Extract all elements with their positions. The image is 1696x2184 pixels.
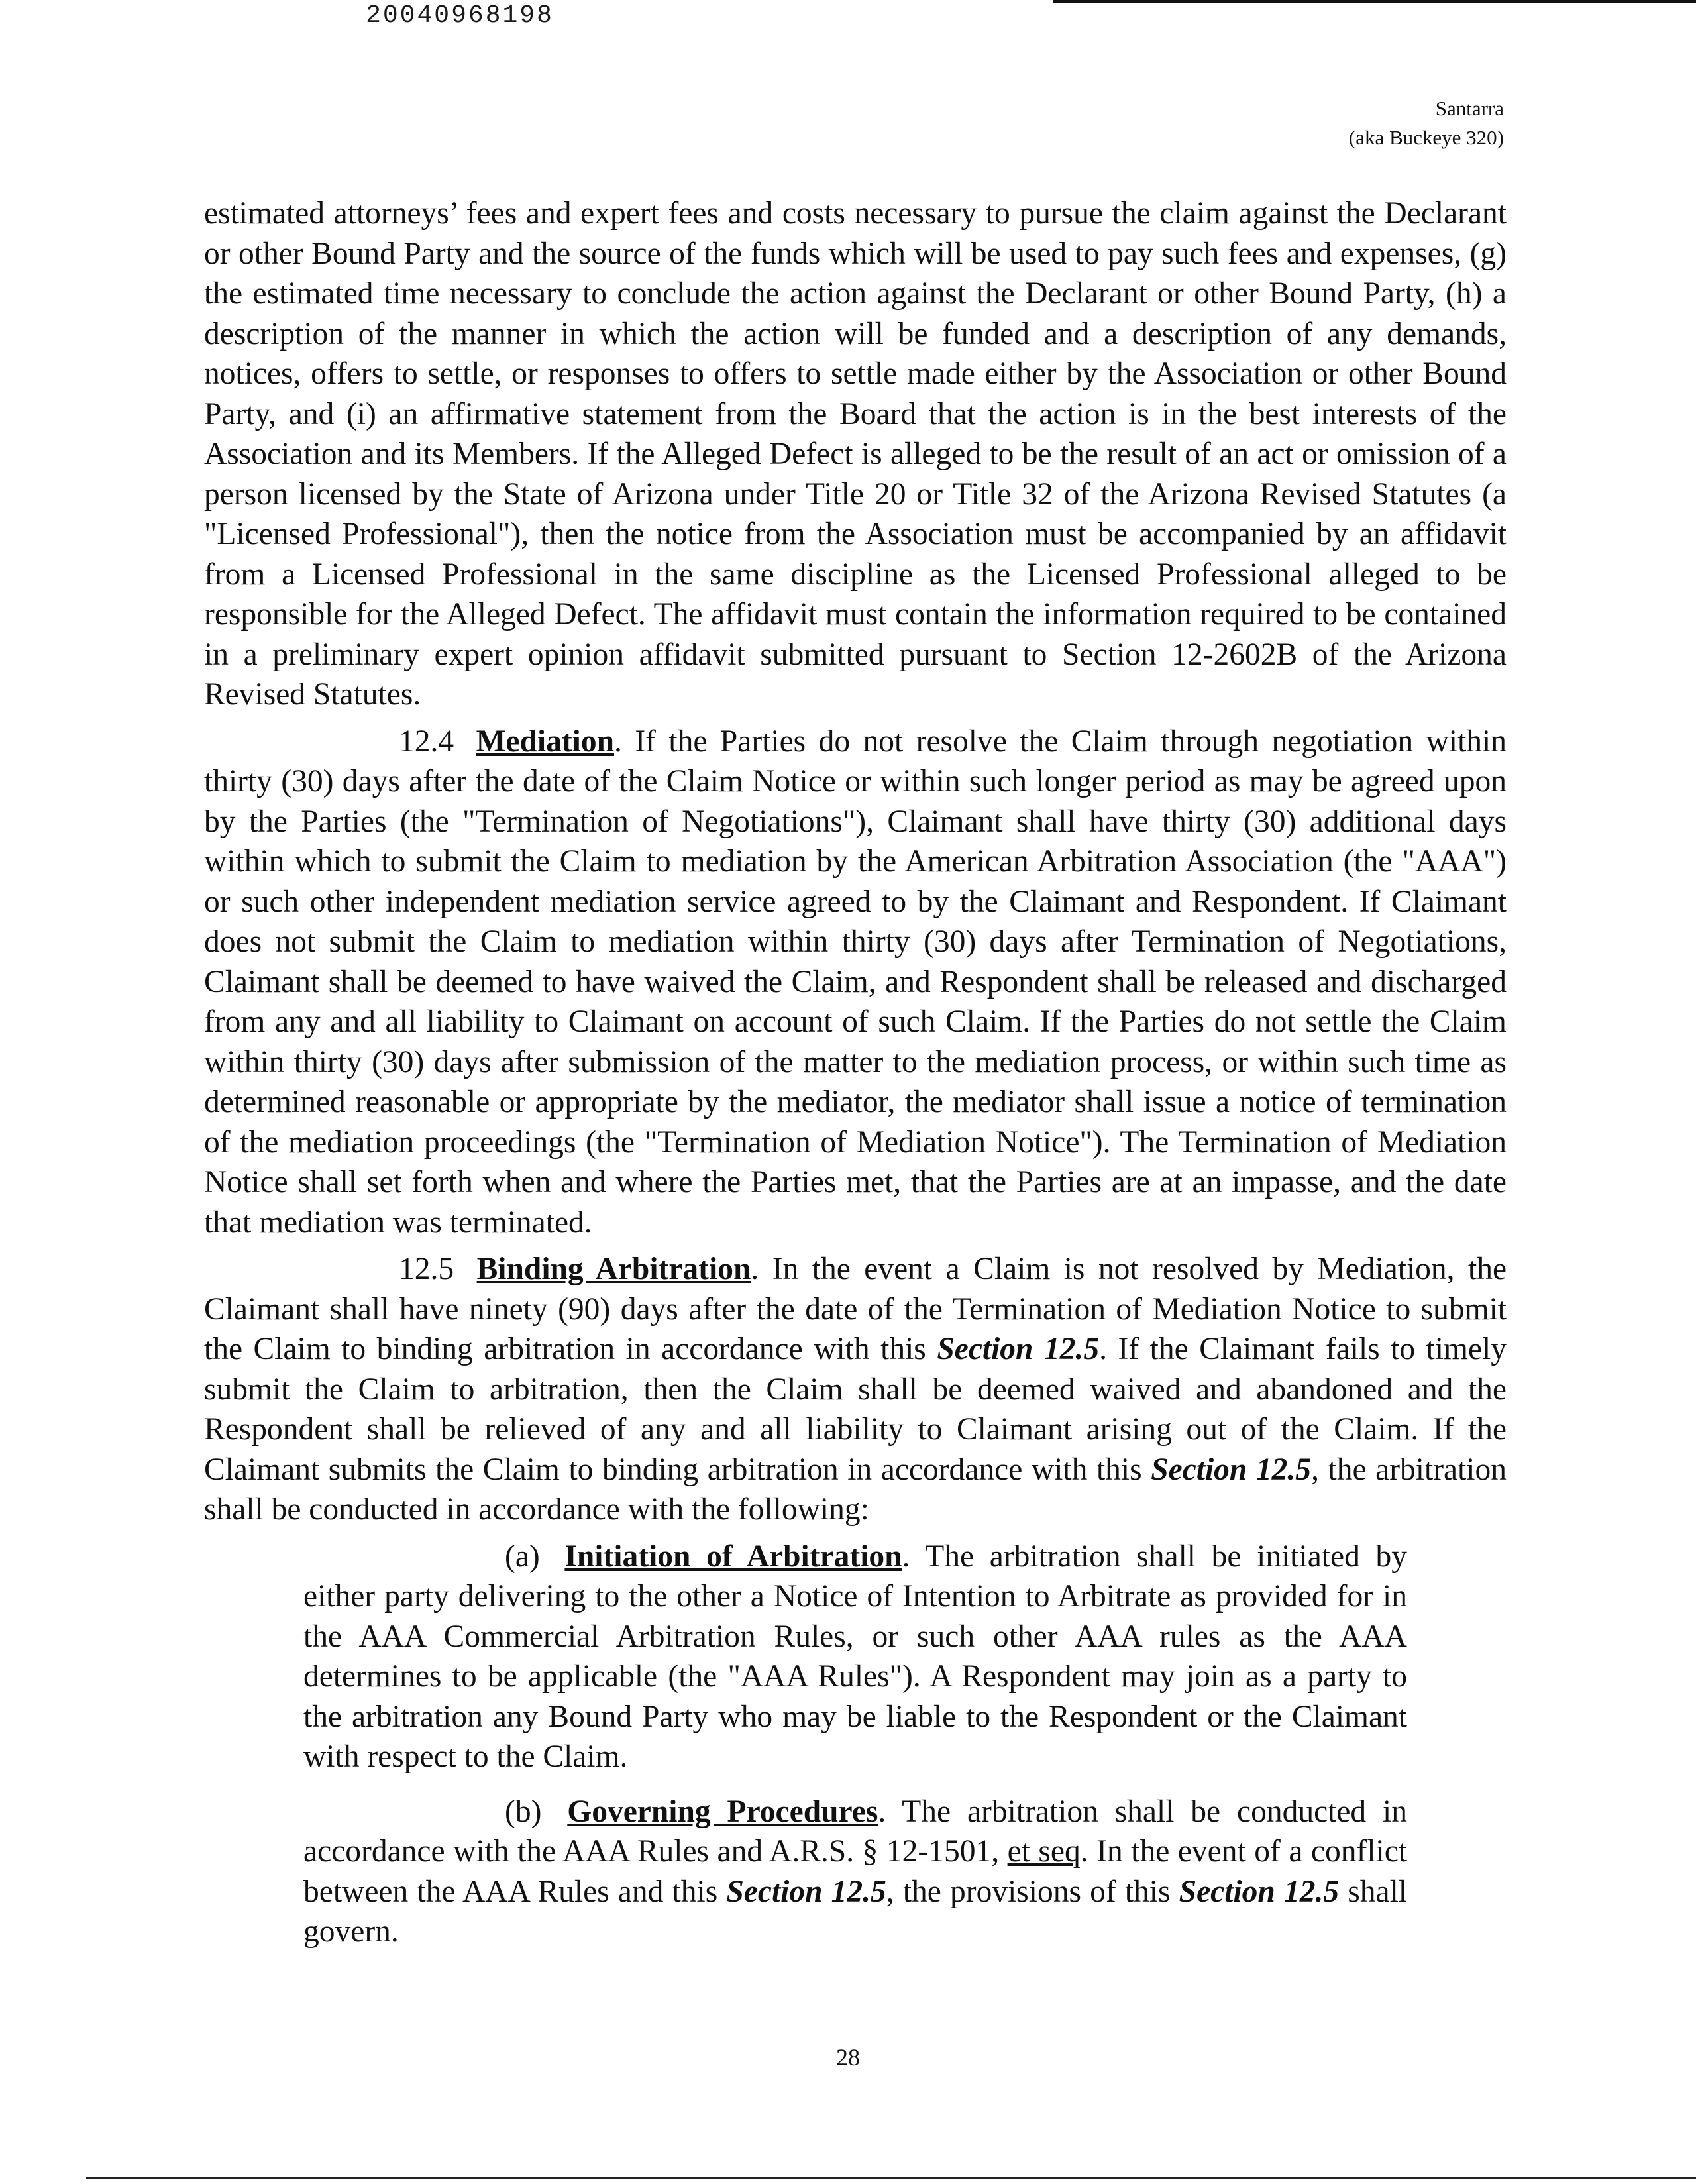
section-12-5-body-1: In the event a Claim is not resolved by Mediation, the Claimant shall have ninety (90) days after the date of the Termination of Mediation Notice to submit the Claim to binding arbitration in accordance with this (204, 1252, 1507, 1366)
subsection-b-heading: Governing Procedures (567, 1794, 878, 1829)
section-12-5-body-2: . If the Claimant fails to timely submit the Claim to arbitration, then the Claim shall be deemed waived and abandoned and the Respondent shall be relieved of any and all liability to Claimant arising out of the Claim. If the Claimant submits the Claim to binding arbitration in accordance with this (204, 1332, 1507, 1487)
subsection-b-label: (b) (505, 1794, 542, 1829)
page-body (204, 193, 1507, 1952)
subsection-a-label: (a) (505, 1539, 540, 1574)
section-12-5-body-3: , the arbitration shall be conducted in accordance with the following: (204, 1452, 1507, 1527)
subsection-a-body: The arbitration shall be initiated by either party delivering to the other a Notice of Intention to Arbitrate as provided for in the AAA Commercial Arbitration Rules, or such other AAA rules as the AAA determines to be applicable (the "AAA Rules"). A Respondent may join as a party to the arbitration any Bound Party who may be liable to the Respondent or the Claimant with respect to the Claim. (303, 1539, 1407, 1774)
subsection-b: (b) Governing Procedures. The arbitration shall be conducted in accordance with the AAA Rules and A.R.S. § 12-1501, et seq. In the event of a conflict between the AAA Rules and this Section 12.5, the provisions of this Section 12.5 shall govern. (303, 1794, 1408, 1949)
section-12-5-reference-2: Section 12.5 (1151, 1452, 1312, 1487)
section-12-5: 12.5 Binding Arbitration. In the event a Claim is not resolved by Mediation, the Claimant shall have ninety (90) days after the date of the Termination of Mediation Notice to submit the Claim to binding arbitration in accordance with this Section 12.5. If the Claimant fails to timely submit the Claim to arbitration, then the Claim shall be deemed waived and abandoned and the Respondent shall be relieved of any and all liability to Claimant arising out of the Claim. If the Claimant submits the Claim to binding arbitration in accordance with this Section 12.5, the arbitration shall be conducted in accordance with the following: (204, 1252, 1507, 1527)
subsection-b-et-seq: et seq (1007, 1834, 1081, 1869)
section-12-4-number: 12.4 (399, 724, 454, 759)
section-12-5-heading: Binding Arbitration (476, 1252, 751, 1286)
page-number: 28 (836, 2044, 860, 2071)
section-12-5-reference-1: Section 12.5 (937, 1332, 1100, 1366)
running-header (1349, 94, 1504, 152)
subsection-b-body-2: . In the event of a conflict between the AAA Rules and this (303, 1834, 1408, 1909)
subsection-b-body-4: shall govern. (303, 1874, 1407, 1949)
header-aka: (aka Buckeye 320) (1348, 126, 1504, 149)
intro-paragraph: estimated attorneys’ fees and expert fees and costs necessary to pursue the claim against the Declarant or other Bound Party and the source of the funds which will be used to pay such fees and expenses, (g) the estimated time necessary to conclude the action against the Declarant or other Bound Party, (h) a description of the manner in which the action will be funded and a description of any demands, notices, offers to settle, or responses to offers to settle made either by the Association or other Bound Party, and (i) an affirmative statement from the Board that the action is in the best interests of the Association and its Members. If the Alleged Defect is alleged to be the result of an act or omission of a person licensed by the State of Arizona under Title 20 or Title 32 of the Arizona Revised Statutes (a "Licensed Professional"), then the notice from the Association must be accompanied by an affidavit from a Licensed Professional in the same discipline as the Licensed Professional alleged to be responsible for the Alleged Defect. The affidavit must contain the information required to be contained in a preliminary expert opinion affidavit submitted pursuant to Section 12-2602B of the Arizona Revised Statutes. (204, 196, 1507, 712)
subsection-b-reference-1: Section 12.5 (726, 1874, 886, 1909)
document-id: 20040968198 (366, 1, 554, 30)
subsection-a: (a) Initiation of Arbitration. The arbitration shall be initiated by either party delivering to the other a Notice of Intention to Arbitrate as provided for in the AAA Commercial Arbitration Rules, or such other AAA rules as the AAA determines to be applicable (the "AAA Rules"). A Respondent may join as a party to the arbitration any Bound Party who may be liable to the Respondent or the Claimant with respect to the Claim. (303, 1539, 1407, 1774)
subsection-b-reference-2: Section 12.5 (1179, 1874, 1340, 1909)
section-12-4-body: If the Parties do not resolve the Claim through negotiation within thirty (30) days after the date of the Claim Notice or within such longer period as may be agreed upon by the Parties (the "Termination of Negotiations"), Claimant shall have thirty (30) additional days within which to submit the Claim to mediation by the American Arbitration Association (the "AAA") or such other independent mediation service agreed to by the Claimant and Respondent. If Claimant does not submit the Claim to mediation within thirty (30) days after Termination of Negotiations, Claimant shall be deemed to have waived the Claim, and Respondent shall be released and discharged from any and all liability to Claimant on account of such Claim. If the Parties do not settle the Claim within thirty (30) days after submission of the matter to the mediation process, or within such time as determined reasonable or appropriate by the mediator, the mediator shall issue a notice of termination of the mediation proceedings (the "Termination of Mediation Notice"). The Termination of Mediation Notice shall set forth when and where the Parties met, that the Parties are at an impasse, and the date that mediation was terminated. (204, 724, 1507, 1240)
section-12-5-number: 12.5 (399, 1252, 454, 1286)
subsection-b-body-1: The arbitration shall be conducted in accordance with the AAA Rules and A.R.S. § 12-1501, (303, 1794, 1408, 1869)
subsection-b-body-3: , the provisions of this (886, 1874, 1171, 1909)
subsection-a-heading: Initiation of Arbitration (564, 1539, 902, 1574)
bottom-rule (86, 2177, 1696, 2179)
section-12-4: 12.4 Mediation. If the Parties do not resolve the Claim through negotiation within thirty (30) days after the date of the Claim Notice or within such longer period as may be agreed upon by the Parties (the "Termination of Negotiations"), Claimant shall have thirty (30) additional days within which to submit the Claim to mediation by the American Arbitration Association (the "AAA") or such other independent mediation service agreed to by the Claimant and Respondent. If Claimant does not submit the Claim to mediation within thirty (30) days after Termination of Negotiations, Claimant shall be deemed to have waived the Claim, and Respondent shall be released and discharged from any and all liability to Claimant on account of such Claim. If the Parties do not settle the Claim within thirty (30) days after submission of the matter to the mediation process, or within such time as determined reasonable or appropriate by the mediator, the mediator shall issue a notice of termination of the mediation proceedings (the "Termination of Mediation Notice"). The Termination of Mediation Notice shall set forth when and where the Parties met, that the Parties are at an impasse, and the date that mediation was terminated. (204, 724, 1507, 1240)
section-12-4-heading: Mediation (476, 724, 615, 759)
top-rule (1053, 0, 1696, 3)
header-project-name: Santarra (1435, 97, 1504, 120)
